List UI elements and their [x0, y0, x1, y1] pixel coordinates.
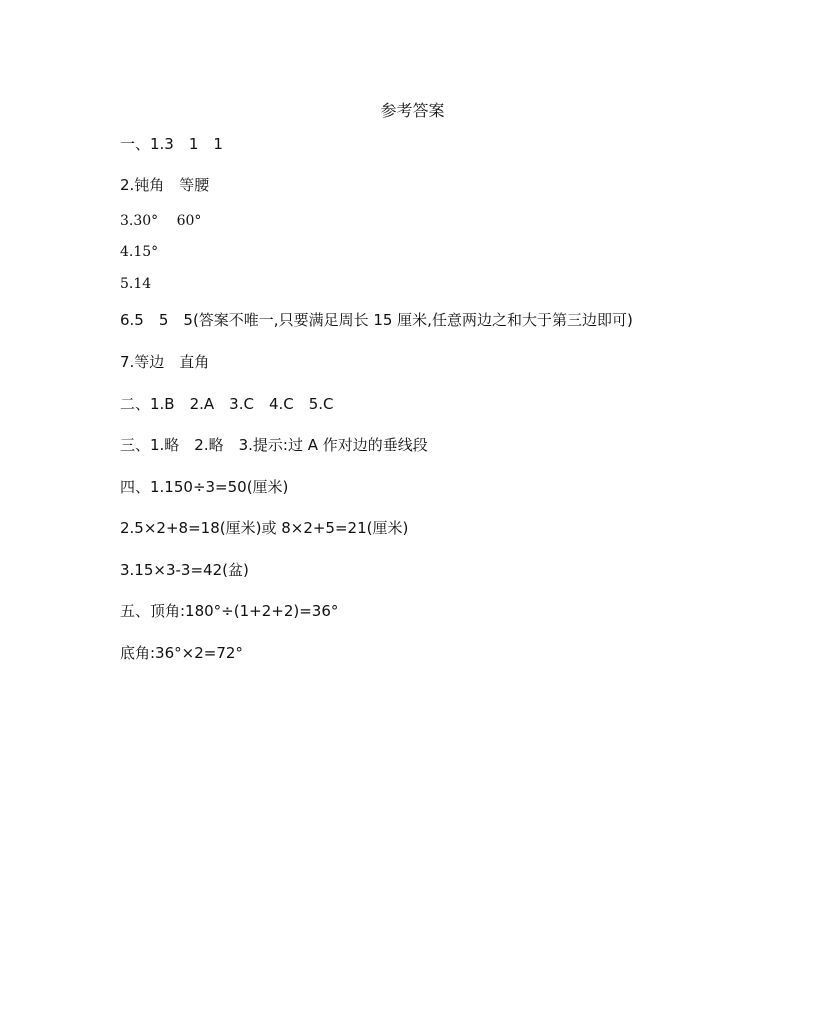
answer-line-6: 6.5 5 5(答案不唯一,只要满足周长 15 厘米,任意两边之和大于第三边即可) — [120, 311, 633, 329]
answer-line-12: 3.15×3-3=42(盆) — [120, 561, 249, 579]
answer-line-2: 2.钝角 等腰 — [120, 176, 210, 194]
answer-line-7: 7.等边 直角 — [120, 353, 210, 371]
answer-line-3: 3.30° 60° — [120, 213, 202, 229]
answer-line-9: 三、1.略 2.略 3.提示:过 A 作对边的垂线段 — [120, 436, 428, 454]
answer-line-14: 底角:36°×2=72° — [120, 644, 243, 662]
answer-line-11: 2.5×2+8=18(厘米)或 8×2+5=21(厘米) — [120, 519, 409, 537]
answer-line-10: 四、1.150÷3=50(厘米) — [120, 478, 289, 496]
answer-line-13: 五、顶角:180°÷(1+2+2)=36° — [120, 602, 339, 620]
answer-line-8: 二、1.B 2.A 3.C 4.C 5.C — [120, 395, 334, 413]
document-title: 参考答案 — [380, 101, 445, 120]
answer-line-4: 4.15° — [120, 244, 159, 260]
answer-line-5: 5.14 — [120, 276, 152, 292]
answer-line-1: 一、1.3 1 1 — [120, 135, 223, 153]
